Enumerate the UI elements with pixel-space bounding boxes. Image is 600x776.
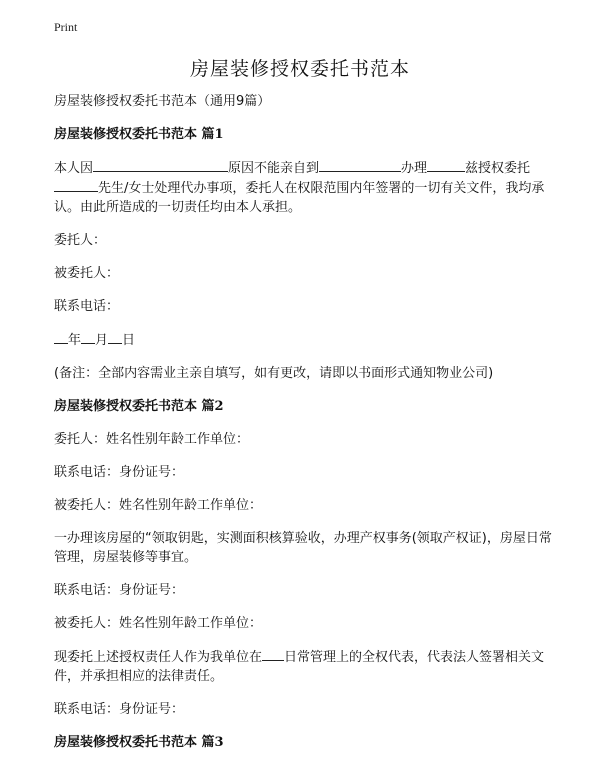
document-title: 房屋装修授权委托书范本 — [189, 58, 410, 80]
fill-in-blank — [427, 158, 465, 172]
month-label: 月 — [95, 333, 109, 348]
text-segment: 日常管理上的全权代表，代表法人签署相关文件，并承担相应的法律责任。 — [54, 650, 545, 684]
section-2-heading: 房屋装修授权委托书范本 篇2 — [54, 399, 224, 414]
note-paragraph: (备注：全部内容需业主亲自填写，如有更改，请即以书面形式通知物业公司) — [54, 366, 494, 381]
scope-paragraph: 一办理该房屋的“领取钥匙，实测面积核算验收，办理产权事务(领取产权证)，房屋日常管理，房屋装修等事宜。 — [54, 531, 552, 565]
text-segment: 办理 — [401, 161, 428, 176]
print-link[interactable]: Print — [54, 20, 78, 34]
section-1-authorization-paragraph — [54, 158, 554, 217]
section-1-heading: 房屋装修授权委托书范本 篇1 — [54, 127, 224, 142]
text-segment: 原因不能亲自到 — [228, 161, 320, 176]
text-segment: 先生/女士处理代办事项，委托人在权限范围内年签署的一切有关文件，我均承认。由此所造成的一切责任均由本人承担。 — [54, 181, 545, 215]
day-blank — [108, 330, 122, 344]
principal-info-line: 委托人：姓名性别年龄工作单位： — [54, 432, 250, 447]
fill-in-blank — [93, 158, 228, 172]
phone-id-line: 联系电话：身份证号： — [54, 465, 185, 480]
text-segment: 本人因 — [54, 161, 94, 176]
phone-id-line: 联系电话：身份证号： — [54, 583, 185, 598]
text-segment: 现委托上述授权责任人作为我单位在 — [54, 650, 263, 665]
fill-in-blank — [319, 158, 401, 172]
document-subtitle: 房屋装修授权委托书范本（通用9篇） — [54, 94, 271, 109]
day-label: 日 — [122, 333, 136, 348]
section-3-heading: 房屋装修授权委托书范本 篇3 — [54, 735, 224, 750]
phone-label: 联系电话： — [54, 299, 120, 314]
date-line — [54, 330, 554, 350]
fill-in-blank — [262, 647, 284, 661]
document-body — [54, 92, 554, 766]
agent-label: 被委托人： — [54, 266, 120, 281]
month-blank — [81, 330, 95, 344]
agent-info-line: 被委托人：姓名性别年龄工作单位： — [54, 616, 263, 631]
fill-in-blank — [54, 178, 98, 192]
authorization-paragraph — [54, 647, 554, 686]
year-blank — [54, 330, 68, 344]
text-segment: 兹授权委托 — [465, 161, 531, 176]
principal-label: 委托人： — [54, 233, 107, 248]
phone-id-line: 联系电话：身份证号： — [54, 702, 185, 717]
agent-info-line: 被委托人：姓名性别年龄工作单位： — [54, 498, 263, 513]
year-label: 年 — [68, 333, 82, 348]
